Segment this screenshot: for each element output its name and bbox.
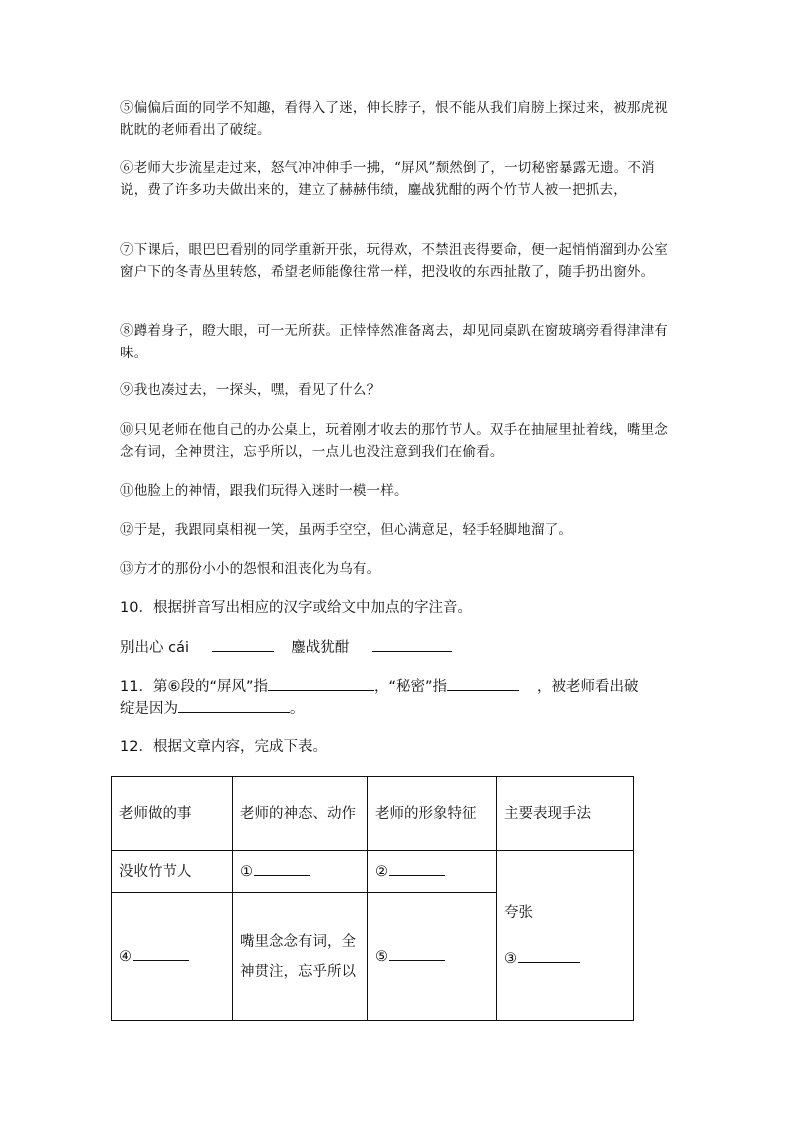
paragraph-11: ⑪他脸上的神情，跟我们玩得入迷时一模一样。 — [120, 483, 408, 499]
paragraph-10: ⑩只见老师在他自己的办公桌上，玩着刚才收去的那竹节人。双手在抽屉里扯着线，嘴里念念有词，全神贯注，忘乎所以，一点儿也没注意到我们在偷看。 — [120, 422, 668, 460]
question-10-items — [120, 637, 680, 659]
answer-blank-secret[interactable] — [447, 676, 519, 691]
cell-blank-5[interactable]: ⑤ — [368, 893, 497, 1021]
cell-blank-4[interactable]: ④ — [112, 893, 233, 1021]
question-10-title: 10．根据拼音写出相应的汉字或给文中加点的字注音。 — [120, 600, 472, 616]
header-teacher-expression: 老师的神态、动作 — [233, 777, 368, 851]
table-row — [112, 851, 634, 893]
answer-blank-cai[interactable] — [212, 637, 274, 652]
header-technique: 主要表现手法 — [497, 777, 634, 851]
paragraph-13: ⑬方才的那份小小的怨恨和沮丧化为乌有。 — [120, 561, 381, 577]
question-11-text-3: ，被老师看出破 — [537, 679, 639, 695]
header-teacher-action: 老师做的事 — [112, 777, 233, 851]
paragraph-12: ⑫于是，我跟同桌相视一笑，虽两手空空，但心满意足，轻手轻脚地溜了。 — [120, 522, 573, 538]
cell-blank-2[interactable]: ② — [368, 851, 497, 893]
paragraph-6: ⑥老师大步流星走过来，怒气冲冲伸手一拂，“屏风”颓然倒了，一切秘密暴露无遗。不消说，费了许多功夫做出来的，建立了赫赫伟绩，鏖战犹酣的两个竹节人被一把抓去， — [120, 160, 655, 198]
cell-blank-1[interactable]: ① — [233, 851, 368, 893]
pinyin-item: 别出心 cái — [120, 640, 189, 656]
blank-line — [389, 863, 445, 876]
blank-line — [518, 950, 580, 963]
answer-blank-reason[interactable] — [178, 698, 290, 713]
answer-table — [111, 776, 634, 1021]
paragraph-5: ⑤偏偏后面的同学不知趣，看得入了迷，伸长脖子，恨不能从我们肩膀上探过来，被那虎视眈眈的老师看出了破绽。 — [120, 100, 668, 138]
paragraph-8: ⑧蹲着身子，瞪大眼，可一无所获。正悻悻然准备离去，却见同桌趴在窗玻璃旁看得津津有味。 — [120, 323, 668, 361]
cell-technique[interactable]: 夸张 ③ — [497, 851, 634, 1021]
question-11-text-4: 绽是因为 — [120, 701, 178, 717]
question-12-title: 12．根据文章内容，完成下表。 — [120, 739, 327, 755]
question-11 — [120, 676, 680, 720]
dotted-word-item: 鏖战犹酣 — [291, 640, 350, 656]
paragraph-9: ⑨我也凑过去，一探头，嘿，看见了什么？ — [120, 382, 381, 398]
cell-teacher-expression: 嘴里念念有词，全神贯注，忘乎所以 — [233, 893, 368, 1021]
table-header-row — [112, 777, 634, 851]
answer-blank-screen[interactable] — [268, 676, 374, 691]
question-11-text-1: 11．第⑥段的“屏风”指 — [120, 679, 268, 695]
paragraph-7: ⑦下课后，眼巴巴看别的同学重新开张，玩得欢，不禁沮丧得要命，便一起悄悄溜到办公室窗户下的冬青丛里转悠，希望老师能像往常一样，把没收的东西扯散了，随手扔出窗外。 — [120, 242, 668, 280]
cell-confiscate: 没收竹节人 — [112, 851, 233, 893]
header-teacher-image: 老师的形象特征 — [368, 777, 497, 851]
blank-line — [133, 948, 189, 961]
technique-label: 夸张 — [504, 904, 533, 921]
blank-line — [389, 948, 445, 961]
question-11-text-5: 。 — [290, 701, 305, 717]
blank-line — [254, 863, 310, 876]
question-11-text-2: ，“秘密”指 — [373, 679, 448, 695]
answer-blank-pronunciation[interactable] — [372, 637, 452, 652]
